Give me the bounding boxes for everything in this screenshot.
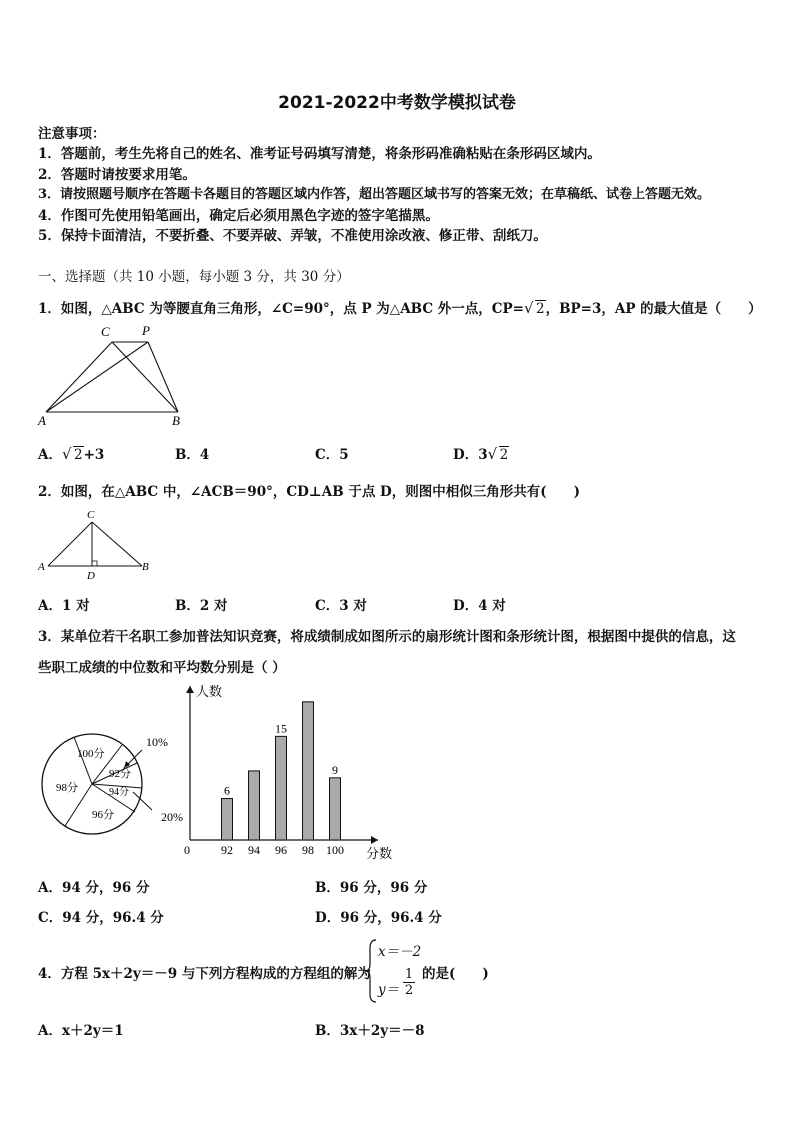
q1-option-b[interactable]: B．4: [175, 447, 210, 463]
y-axis-arrow: [186, 686, 194, 693]
data-label-92: 6: [224, 783, 230, 798]
question-2-stem: 2．如图，在△ABC 中，∠ACB＝90°，CD⊥AB 于点 D，则图中相似三角形共有( ): [38, 484, 581, 500]
q4-option-b[interactable]: B．3x＋2y＝－8: [315, 1023, 425, 1039]
origin-label: 0: [184, 843, 190, 857]
data-label-96: 15: [275, 721, 287, 736]
section-heading: 一、选择题（共 10 小题，每小题 3 分，共 30 分）: [38, 269, 350, 285]
pie-label-100: 100分: [77, 748, 105, 760]
question-3-stem-line2: 些职工成绩的中位数和平均数分别是（ ）: [38, 660, 286, 676]
exam-title: 2021-2022中考数学模拟试卷: [278, 93, 516, 113]
q2-label-B: B: [142, 561, 149, 573]
notice-heading: 注意事项：: [38, 126, 106, 142]
q4-option-a[interactable]: A．x＋2y＝1: [38, 1023, 124, 1039]
q4-fraction: [403, 967, 415, 999]
q1-label-A: A: [38, 413, 46, 428]
q2-option-b[interactable]: B．2 对: [175, 598, 228, 614]
q4-sys-y: y＝: [378, 982, 400, 998]
q1-option-a[interactable]: A．√ 2+3: [38, 443, 104, 463]
q3-bar-chart: [178, 680, 408, 860]
q4-sys-x: x＝－2: [378, 944, 422, 960]
q2-option-d[interactable]: D．4 对: [453, 598, 506, 614]
notice-item-3: 3．请按照题号顺序在答题卡各题目的答题区域内作答，超出答题区域书写的答案无效；在草稿纸、试卷上答题无效。: [38, 187, 711, 202]
q1-text-a: 1．如图，△ABC 为等腰直角三角形，∠C=90°，点 P 为△ABC 外一点，CP=: [38, 301, 524, 317]
notice-item-4: 4．作图可先使用铅笔画出，确定后必须用黑色字迹的签字笔描黑。: [38, 208, 439, 224]
q4-text-b: 的是( ): [422, 966, 489, 982]
q4-text-a: 4．方程 5x＋2y＝－9 与下列方程构成的方程组的解为: [38, 966, 371, 982]
q3-pie-chart: [40, 728, 200, 838]
x-tick-98: 98: [302, 843, 314, 857]
q2-figure: [38, 507, 158, 583]
pie-label-98: 98分: [56, 782, 78, 794]
bar-96: [276, 736, 287, 840]
q1-text-b: ，BP=3，AP 的最大值是（ ）: [545, 301, 762, 317]
q3-option-a[interactable]: A．94 分，96 分: [38, 880, 150, 896]
pie-label-94: 94分: [109, 787, 129, 798]
x-tick-96: 96: [275, 843, 287, 857]
q2-label-C: C: [87, 509, 95, 521]
x-tick-100: 100: [326, 843, 344, 857]
pie-annot-10: 10%: [146, 735, 168, 749]
bar-100: [330, 778, 341, 840]
q4-frac-den: 2: [404, 983, 414, 998]
y-axis-label: 人数: [196, 684, 223, 699]
q1-label-B: B: [172, 413, 180, 428]
q1-option-d[interactable]: D．3√ 2: [453, 443, 509, 463]
data-label-100: 9: [332, 762, 338, 777]
question-1-stem: [38, 297, 762, 317]
bar-94: [249, 771, 260, 840]
notice-item-5: 5．保持卡面清洁，不要折叠、不要弄破、弄皱，不准使用涂改液、修正带、刮纸刀。: [38, 228, 547, 244]
pie-label-96: 96分: [92, 809, 114, 821]
bar-92: [222, 799, 233, 840]
q1-figure: [38, 322, 188, 430]
q4-frac-num: 1: [404, 967, 414, 982]
notice-item-1: 1．答题前，考生先将自己的姓名、准考证号码填写清楚，将条形码准确粘贴在条形码区域内。: [38, 146, 601, 162]
x-axis-label: 分数: [366, 846, 393, 861]
x-tick-92: 92: [221, 843, 233, 857]
q3-option-b[interactable]: B．96 分，96 分: [315, 880, 428, 896]
q1-option-c[interactable]: C．5: [315, 447, 349, 463]
q3-option-c[interactable]: C．94 分，96.4 分: [38, 910, 164, 926]
notice-item-2: 2．答题时请按要求用笔。: [38, 167, 196, 183]
q1-label-C: C: [101, 324, 110, 339]
x-tick-94: 94: [248, 843, 260, 857]
x-axis-arrow: [371, 836, 378, 844]
q2-label-A: A: [38, 561, 45, 573]
q2-option-a[interactable]: A．1 对: [38, 598, 90, 614]
q1-label-P: P: [142, 323, 150, 338]
q1-sqrt: √ 2: [526, 301, 546, 317]
q3-option-d[interactable]: D．96 分，96.4 分: [315, 910, 442, 926]
q4-brace: [364, 938, 378, 1004]
q2-label-D: D: [87, 570, 95, 582]
bar-98: [303, 702, 314, 840]
pie-label-92: 92分: [109, 768, 131, 780]
q2-option-c[interactable]: C．3 对: [315, 598, 367, 614]
question-3-stem-line1: 3．某单位若干名职工参加普法知识竞赛，将成绩制成如图所示的扇形统计图和条形统计图，根据图中提供的信息，这: [38, 629, 736, 645]
pie-annot-20: 20%: [161, 810, 183, 824]
